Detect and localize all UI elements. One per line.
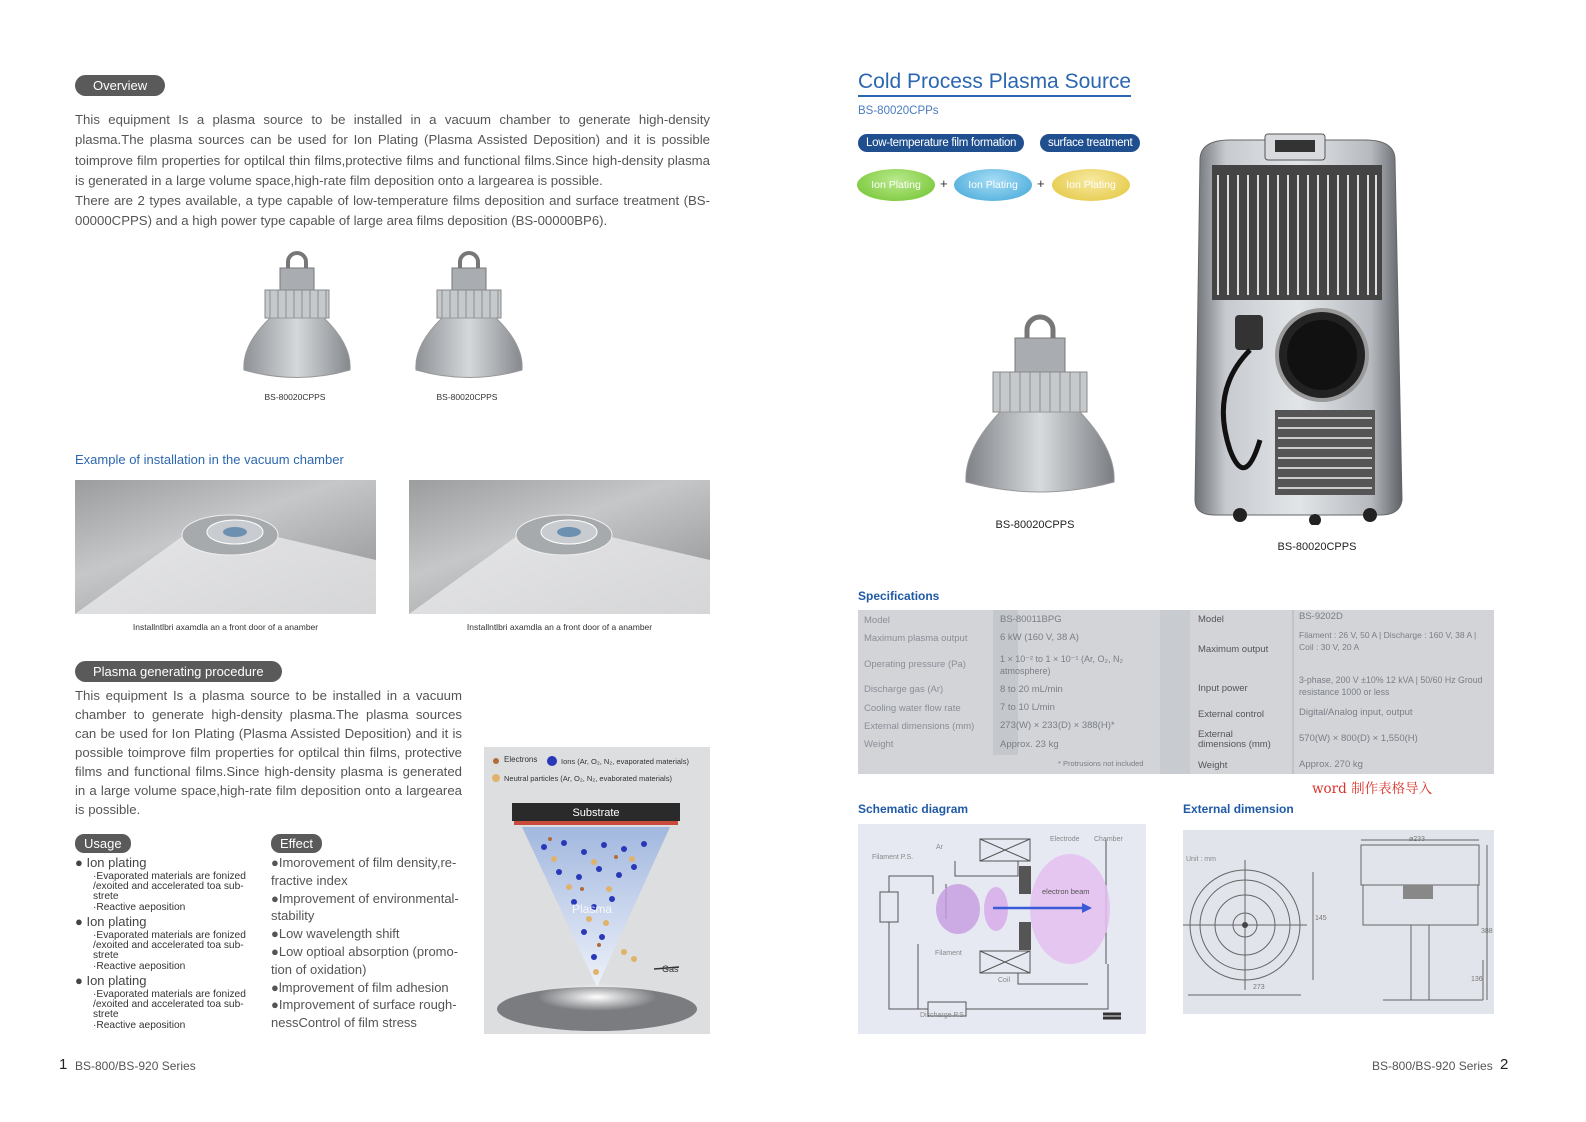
list-item: ●lmprovement of film adhesion [271, 979, 449, 995]
dimension-label: 145 [1315, 915, 1327, 922]
chamber-photo [409, 480, 710, 614]
list-item: ●Improvement of environmental-stability [271, 890, 459, 924]
spec-value: BS-9202D [1299, 611, 1343, 622]
product-caption: BS-80020CPPS [264, 392, 326, 402]
page-title: Cold Process Plasma Source [858, 70, 1131, 97]
product-caption: BS-80020CPPS [995, 519, 1075, 531]
usage-item-line: /exoited and accelerated toa sub- [93, 940, 244, 951]
spec-key: Maximum output [1198, 644, 1269, 655]
install-caption: Installntlbri axamdla an a front door of a anamber [466, 622, 653, 632]
spec-key: Model [1198, 614, 1224, 625]
usage-item-title: ● Ion plating [75, 914, 147, 929]
usage-item-line: ·Reactive aeposition [93, 1020, 186, 1031]
substrate-label: Substrate [572, 807, 620, 819]
page-number: 1 [59, 1056, 68, 1073]
overview-paragraph-1: This equipment Is a plasma source to be installed in a vacuum chamber to generate high-density plasma.The plasma sources can be used for Ion Plating (Plasma Assisted Deposition) and it is possible toimprove film properties for optilcal thin films,protective films and functional films.Since high-density plasma is generated in a large volume space,high-rate film deposition onto a largearea is possible. [75, 112, 710, 188]
ion-plating-oval-yellow: Ion Plating [1052, 169, 1130, 201]
schematic-label: Filament P.S. [872, 854, 914, 861]
overview-label: Overview [75, 75, 165, 96]
spec-value: Digital/Analog input, output [1299, 707, 1413, 718]
list-item: ●Imorovement of film density,re-fractive index [271, 855, 457, 888]
usage-item-line: ·Evaporated materials are fonized [93, 871, 246, 882]
dimension-label: 136 [1471, 976, 1483, 983]
procedure-text: This equipment Is a plasma source to be installed in a vacuum chamber to generate high-density plasma.The plasma sources can be used for Ion Plating (Plasma Assisted Deposition) and it is possible toimprove film properties for optilcal thin films, protective films and functional films.Since high-density plasma is generated in a large volume space,high-rate film deposition onto a largearea is possible. [75, 688, 462, 817]
spec-note: * Protrusions not included [1058, 759, 1144, 768]
page-number: 2 [1500, 1056, 1509, 1073]
usage-item-line: /exoited and accelerated toa sub- [93, 881, 244, 892]
list-item [75, 973, 260, 1032]
legend-neutral: Neutral particles (Ar, O₂, N₂, evaborated materials) [504, 774, 672, 783]
usage-item-line: /exoited and accelerated toa sub- [93, 999, 244, 1010]
schematic-label: Electrode [1050, 836, 1080, 843]
list-item: ●Improvement of surface rough-nessControl of film stress [271, 997, 457, 1031]
overview-paragraph-2: There are 2 types available, a type capable of low-temperature films deposition and surface treatment (BS-00000CPPS) and a high power type capable of large area films deposition (BS-00000BP6). [75, 193, 710, 229]
spec-value: 6 kW (160 V, 38 A) [1000, 632, 1079, 643]
schematic-label: electron beam [1042, 887, 1090, 896]
plus-sign: + [940, 176, 948, 191]
schematic-label: Coil [998, 977, 1011, 984]
spec-table [858, 610, 1494, 774]
usage-item-title: ● Ion plating [75, 855, 147, 870]
ion-plating-oval-blue: Ion Plating [954, 169, 1032, 201]
plasma-diagram [484, 747, 710, 1034]
overview-text [75, 110, 710, 232]
usage-label: Usage [75, 834, 131, 853]
spec-key: Weight [864, 739, 894, 750]
list-item: ●Low optioal absorption (promo-tion of oxidation) [271, 943, 459, 977]
schematic-label: Chamber [1094, 836, 1123, 843]
spec-key: Input power [1198, 683, 1248, 694]
legend-electrons: Electrons [504, 755, 538, 764]
spec-value: 273(W) × 233(D) × 388(H)* [1000, 720, 1115, 731]
procedure-label: Plasma generating procedure [75, 661, 282, 682]
usage-item-line: ·Evaporated materials are fonized [93, 989, 246, 1000]
spec-value: 8 to 20 mL/min [1000, 684, 1063, 695]
dimension-label: 273 [1253, 984, 1265, 991]
usage-item-line: ·Reactive aeposition [93, 961, 186, 972]
install-heading: Example of installation in the vacuum chamber [75, 452, 344, 467]
dimension-label: 388 [1481, 928, 1493, 935]
schematic-label: Ar [936, 844, 943, 851]
ion-plating-oval-green: Ion Plating [857, 169, 935, 201]
spec-value: Filament : 26 V, 50 A | Discharge : 160 V, 38 A | Coil : 30 V, 20 A [1299, 630, 1477, 652]
effect-list [271, 854, 467, 1032]
model-subtitle: BS-80020CPPs [858, 105, 939, 117]
spec-key: Maximum plasma output [864, 633, 968, 644]
usage-item-line: ·Evaporated materials are fonized [93, 930, 246, 941]
schematic-diagram [858, 824, 1146, 1034]
plus-sign: + [1037, 176, 1045, 191]
spec-key: Model [864, 615, 890, 626]
spec-value: Approx. 270 kg [1299, 759, 1363, 770]
dimension-label: Unit : mm [1186, 856, 1216, 863]
product-caption: BS-80020CPPS [1277, 541, 1357, 553]
spec-value: 7 to 10 L/min [1000, 702, 1055, 713]
list-item [75, 855, 260, 914]
usage-item-title: ● Ion plating [75, 973, 147, 988]
spec-value: 570(W) × 800(D) × 1,550(H) [1299, 733, 1418, 744]
spec-key: External control [1198, 709, 1265, 720]
schematic-label: Filament [935, 950, 962, 957]
spec-key: Discharge gas (Ar) [864, 684, 944, 695]
product-lamp-image [412, 240, 527, 385]
effect-label: Effect [271, 834, 322, 853]
chamber-photo [75, 480, 376, 614]
plasma-label: Plasma [572, 902, 613, 916]
schematic-label: Discharge P.S. [920, 1012, 966, 1019]
spec-key: Cooling water flow rate [864, 703, 961, 714]
dimension-heading: External dimension [1183, 802, 1294, 816]
schematic-heading: Schematic diagram [858, 802, 969, 816]
spec-value: BS-80011BPG [1000, 614, 1062, 625]
footer-series: BS-800/BS-920 Series [1372, 1059, 1493, 1073]
feature-tag: Low-temperature film formation [858, 134, 1024, 152]
word-note: word 制作表格导入 [1312, 781, 1433, 797]
gas-label: Gas [662, 964, 679, 974]
list-item: ●Low wavelength shift [271, 926, 400, 942]
usage-list [75, 855, 260, 1032]
dimension-label: ø233 [1409, 836, 1425, 843]
legend-ions: Ions (Ar, O₂, N₂, evaporated materials) [561, 757, 689, 766]
spec-key: External dimensions (mm) [864, 721, 975, 732]
usage-item-line: strete [93, 1009, 119, 1020]
product-lamp-image [960, 300, 1120, 505]
usage-item-line: ·Reactive aeposition [93, 902, 186, 913]
spec-heading: Specifications [858, 589, 940, 603]
power-supply-image [1190, 130, 1405, 525]
spec-value: 3-phase, 200 V ±10% 12 kVA | 50/60 Hz Groud resistance 1000 or less [1299, 675, 1483, 697]
spec-value: 1 × 10⁻² to 1 × 10⁻¹ (Ar, O₂, N₂ atmosphere) [1000, 654, 1124, 676]
usage-item-line: strete [93, 891, 119, 902]
usage-item-line: strete [93, 950, 119, 961]
dimension-drawing [1183, 830, 1494, 1014]
spec-key: Operating pressure (Pa) [864, 659, 966, 670]
list-item [75, 914, 260, 973]
product-lamp-image [240, 240, 355, 385]
feature-tag: surface treatment [1040, 134, 1140, 152]
spec-key: External dimensions (mm) [1198, 729, 1271, 750]
spec-key: Weight [1198, 760, 1228, 771]
product-caption: BS-80020CPPS [436, 392, 498, 402]
footer-series: BS-800/BS-920 Series [75, 1059, 196, 1073]
spec-value: Approx. 23 kg [1000, 739, 1059, 750]
install-caption: Installntlbri axamdla an a front door of a anamber [132, 622, 319, 632]
